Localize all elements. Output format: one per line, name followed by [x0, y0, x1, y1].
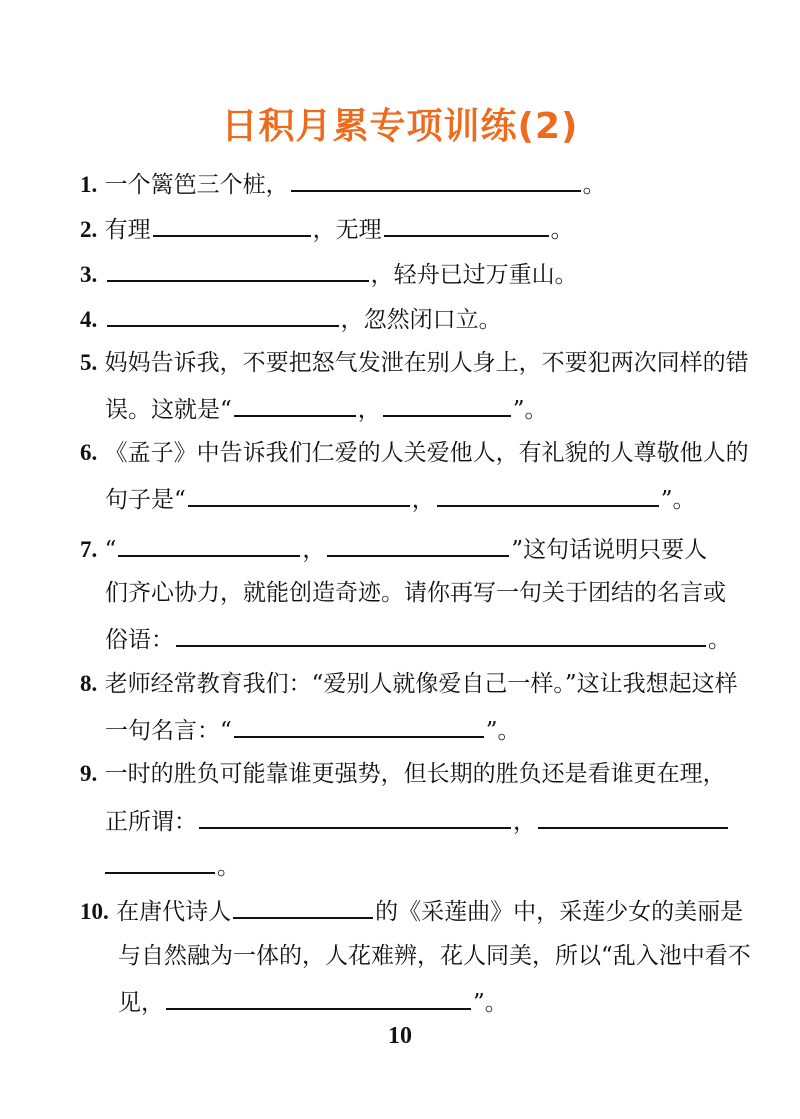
question-number: 1. [80, 172, 98, 197]
question-text: 在唐代诗人 [116, 899, 232, 925]
answer-blank[interactable] [538, 805, 728, 829]
question-1 [80, 168, 606, 200]
question-number: 5. [80, 350, 98, 375]
question-text: 与自然融为一体的，人花难辨，花人同美，所以“乱入池中看不 [118, 943, 751, 969]
question-number: 10. [80, 899, 109, 924]
question-text: 一句名言：“ [105, 718, 232, 744]
answer-blank[interactable] [107, 303, 339, 327]
question-9 [80, 759, 726, 789]
question-number: 3. [80, 262, 98, 287]
answer-blank[interactable] [234, 393, 356, 417]
question-3 [80, 258, 578, 290]
question-10 [80, 895, 743, 927]
answer-blank[interactable] [234, 714, 484, 738]
question-text: ”这句话说明只要人 [511, 537, 708, 563]
answer-blank[interactable] [199, 805, 511, 829]
answer-blank[interactable] [107, 258, 369, 282]
question-9-line-3 [105, 850, 240, 882]
answer-blank[interactable] [384, 213, 549, 237]
question-text: 老师经常教育我们：“爱别人就像爱自己一样。”这让我想起这样 [104, 671, 738, 697]
question-text: 妈妈告诉我，不要把怒气发泄在别人身上，不要犯两次同样的错 [104, 350, 749, 376]
question-text: ，轻舟已过万重山。 [370, 262, 578, 288]
answer-blank[interactable] [327, 533, 509, 557]
question-text: 一时的胜负可能靠谁更强势，但长期的胜负还是看谁更在理， [104, 761, 726, 787]
question-8-line-2 [105, 714, 521, 746]
question-text: ”。 [660, 487, 696, 513]
question-text: ， [513, 809, 536, 835]
answer-blank[interactable] [291, 168, 581, 192]
question-text: 正所谓： [105, 809, 197, 835]
question-text: ， [302, 537, 326, 563]
question-5-line-2 [105, 393, 548, 425]
question-8 [80, 669, 738, 699]
question-text: 。 [550, 217, 574, 243]
question-number: 2. [80, 217, 98, 242]
question-text: ， [411, 487, 435, 513]
question-text: 句子是“ [105, 487, 186, 513]
page-title: 日积月累专项训练(2) [221, 106, 579, 147]
question-number: 8. [80, 671, 98, 696]
question-number: 6. [80, 440, 98, 465]
answer-blank[interactable] [437, 483, 659, 507]
question-text: 。 [217, 854, 240, 880]
answer-blank[interactable] [176, 623, 706, 647]
question-7 [80, 533, 707, 565]
question-text: ，无理 [312, 217, 382, 243]
question-text: 见， [118, 990, 164, 1016]
question-number: 9. [80, 761, 98, 786]
question-text: ”。 [512, 397, 548, 423]
question-2 [80, 213, 574, 245]
question-text: ”。 [485, 718, 521, 744]
question-text: 。 [708, 627, 731, 653]
question-text: 俗语： [105, 627, 174, 653]
question-6-line-2 [105, 483, 696, 515]
question-text: ， [357, 397, 381, 423]
answer-blank[interactable] [105, 850, 215, 874]
question-7-line-3 [105, 623, 731, 655]
answer-blank[interactable] [188, 483, 410, 507]
answer-blank[interactable] [166, 986, 471, 1010]
answer-blank[interactable] [383, 393, 511, 417]
question-6 [80, 438, 749, 468]
question-text: 有理 [104, 217, 151, 243]
question-text: “ [104, 537, 117, 563]
question-number: 4. [80, 307, 98, 332]
answer-blank[interactable] [153, 213, 311, 237]
question-5 [80, 348, 749, 378]
question-text: 。 [582, 172, 606, 198]
question-text: 的《采莲曲》中，采莲少女的美丽是 [375, 899, 744, 925]
question-text: 《孟子》中告诉我们仁爱的人关爱他人，有礼貌的人尊敬他人的 [104, 440, 749, 466]
question-text: 误。这就是“ [105, 397, 232, 423]
question-text: 们齐心协力，就能创造奇迹。请你再写一句关于团结的名言或 [105, 580, 726, 606]
answer-blank[interactable] [233, 895, 373, 919]
question-4 [80, 303, 502, 335]
question-9-line-2 [105, 805, 730, 837]
question-7-line-2 [105, 578, 726, 608]
question-text: ，忽然闭口立。 [340, 307, 502, 333]
question-10-line-2 [118, 941, 751, 971]
question-text: 一个篱笆三个桩， [104, 172, 289, 198]
question-text: ”。 [473, 990, 508, 1016]
page-number: 10 [388, 1023, 412, 1049]
question-10-line-3 [118, 986, 508, 1018]
question-number: 7. [80, 537, 98, 562]
answer-blank[interactable] [118, 533, 300, 557]
